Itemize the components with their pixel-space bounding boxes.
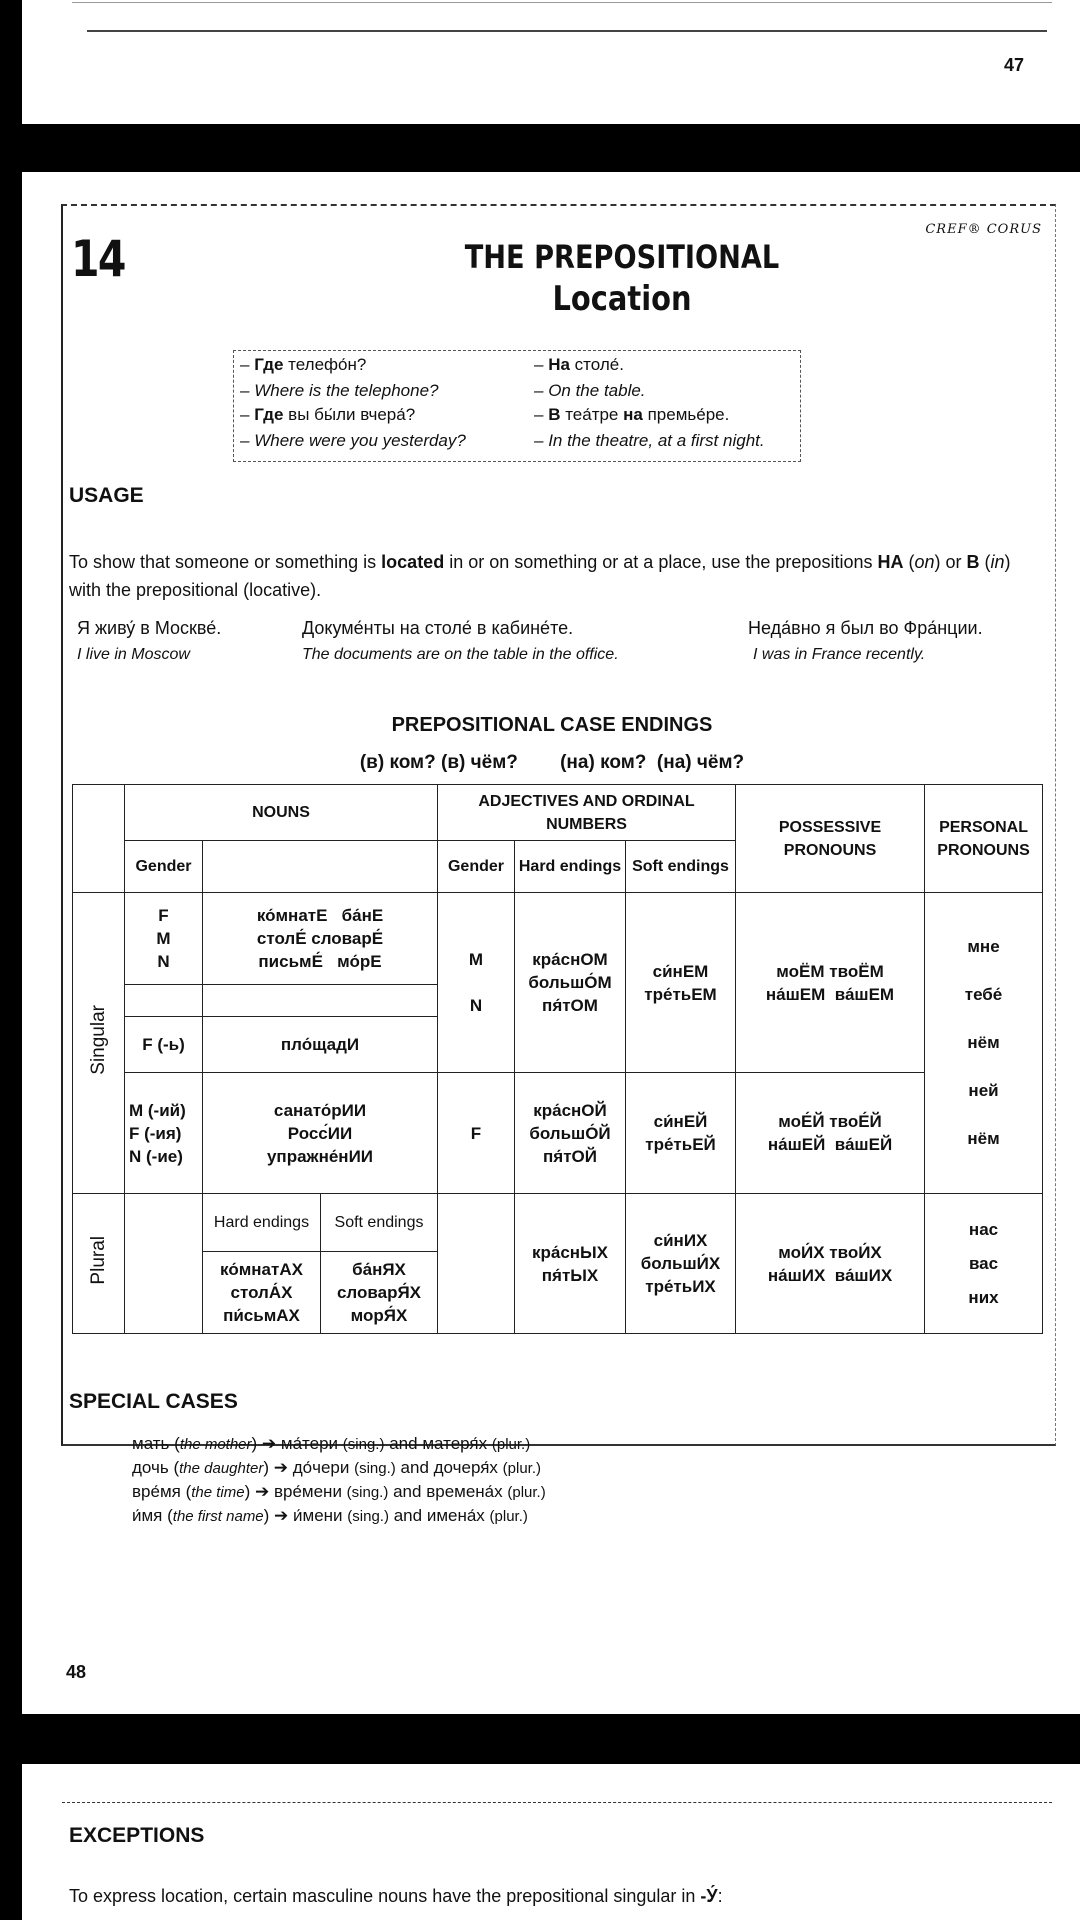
singular-label-cell — [73, 893, 125, 1194]
blank-cell — [125, 985, 203, 1017]
possessive-header: POSSESSIVE PRONOUNS — [736, 785, 925, 893]
page-47 — [22, 0, 1080, 124]
sing-ii-adj-gender: F — [438, 1073, 515, 1194]
gender-header: Gender — [438, 841, 515, 893]
special-case-row: и́мя (the first name) ➔ и́мени (sing.) and имена́х (plur.) — [132, 1506, 528, 1525]
dialogue-line: – Где вы бы́ли вчера́? — [240, 405, 416, 424]
blank-cell — [125, 1194, 203, 1334]
plural-nouns-soft: ба́нЯХ словарЯ́Х морЯ́Х — [321, 1252, 438, 1334]
dialogue-translation: – On the table. — [534, 381, 646, 400]
sing-personal: мне тебе́ нём ней нём — [925, 893, 1043, 1194]
example-en: I was in France recently. — [753, 646, 926, 663]
table-subtitle: (в) ком? (в) чём? (на) ком? (на) чём? — [359, 752, 745, 773]
sing-adj-hard: кра́снОМ большО́М пя́тОМ — [515, 893, 626, 1073]
plural-adj-soft: си́нИХ большИ́Х тре́тьИХ — [626, 1194, 736, 1334]
arrow-icon: ➔ — [274, 1506, 289, 1525]
chapter-title: THE PREPOSITIONAL — [464, 238, 780, 276]
arrow-icon: ➔ — [261, 1434, 277, 1453]
page-number: 47 — [1004, 55, 1025, 75]
sing-ii-nouns: санато́рИИ Росс́ИИ упражне́нИИ — [203, 1073, 438, 1194]
dialogue-line: – В теа́тре на премье́ре. — [534, 405, 730, 424]
case-endings-table — [72, 784, 1043, 1334]
blank-header — [203, 841, 438, 893]
special-case-row: мать (the mother) ➔ ма́тери (sing.) and матеря́х (plur.) — [132, 1434, 531, 1453]
page-48 — [22, 172, 1080, 1714]
sing-adj-gender: M N — [438, 893, 515, 1073]
special-case-row: вре́мя (the time) ➔ вре́мени (sing.) and времена́х (plur.) — [132, 1482, 546, 1501]
plural-personal: нас вас них — [925, 1194, 1043, 1334]
plural-hard-header: Hard endings — [203, 1194, 321, 1252]
dialogue-line: – Где телефо́н? — [240, 355, 367, 374]
arrow-icon: ➔ — [254, 1482, 270, 1501]
dialogue-translation: – In the theatre, at a first night. — [534, 431, 765, 450]
sing-ii-genders: M (-ий) F (-ия) N (-ие) — [125, 1073, 203, 1194]
sing-ii-adj-soft: си́нЕЙ тре́тьЕЙ — [626, 1073, 736, 1194]
sing-possessive: моЁМ твоЁМ на́шЕМ ва́шЕМ — [736, 893, 925, 1073]
dialogue-line: – На столе́. — [534, 355, 624, 374]
personal-header: PERSONAL PRONOUNS — [925, 785, 1043, 893]
soft-header: Soft endings — [626, 841, 736, 893]
exceptions-heading: EXCEPTIONS — [69, 1824, 205, 1847]
table-corner — [73, 785, 125, 893]
sing-adj-soft: си́нЕМ тре́тьЕМ — [626, 893, 736, 1073]
blank-cell — [203, 985, 438, 1017]
sing-genders: F M N — [125, 893, 203, 985]
example-en: I live in Moscow — [77, 646, 190, 663]
plural-soft-header: Soft endings — [321, 1194, 438, 1252]
blank-cell — [438, 1194, 515, 1334]
example-en: The documents are on the table in the office. — [302, 646, 619, 663]
arrow-icon: ➔ — [273, 1458, 288, 1477]
sing-soft-gender: F (-ь) — [125, 1017, 203, 1073]
special-case-row: дочь (the daughter) ➔ до́чери (sing.) and дочеря́х (plur.) — [132, 1458, 541, 1477]
sing-soft-noun: пло́щадИ — [203, 1017, 438, 1073]
usage-text: To show that someone or something is located in or on something or at a place, use the prepositions НА (on) or В (in) with the prepositional (locative). — [69, 552, 1011, 600]
gender-header: Gender — [125, 841, 203, 893]
page-number: 48 — [66, 1662, 87, 1682]
plural-nouns-hard: ко́мнатАХ столА́Х пи́сьмАХ — [203, 1252, 321, 1334]
adjectives-header: ADJECTIVES AND ORDINAL NUMBERS — [438, 785, 736, 841]
chapter-number: 14 — [71, 230, 125, 288]
page-49 — [22, 1764, 1080, 1920]
sing-ii-possessive: моЕ́Й твоЕ́Й на́шЕЙ ва́шЕЙ — [736, 1073, 925, 1194]
sing-ii-adj-hard: кра́снОЙ большО́Й пя́тОЙ — [515, 1073, 626, 1194]
publisher-logo: CREF® CORUS — [925, 222, 1042, 237]
divider — [87, 30, 1047, 32]
sing-nouns: ко́мнатЕ ба́нЕ столЕ́ словарЕ́ письмЕ́ мо́рЕ — [203, 893, 438, 985]
example-ru: Я живу́ в Москве́. — [77, 618, 222, 638]
exceptions-text: To express location, certain masculine nouns have the prepositional singular in -У́: — [69, 1886, 723, 1906]
dialogue-box — [233, 350, 801, 462]
chapter-subtitle: Location — [552, 279, 692, 319]
plural-possessive: моИ́Х твоИ́Х на́шИХ ва́шИХ — [736, 1194, 925, 1334]
plural-adj-hard: кра́снЫХ пя́тЫХ — [515, 1194, 626, 1334]
dialogue-translation: – Where is the telephone? — [240, 381, 439, 400]
example-ru: Докуме́нты на столе́ в кабине́те. — [302, 618, 574, 638]
plural-label: Plural — [88, 1236, 109, 1285]
hard-header: Hard endings — [515, 841, 626, 893]
divider — [62, 1802, 1052, 1803]
plural-label-cell — [73, 1194, 125, 1334]
table-title: PREPOSITIONAL CASE ENDINGS — [391, 714, 713, 736]
example-ru: Неда́вно я был во Фра́нции. — [748, 618, 983, 638]
dialogue-translation: – Where were you yesterday? — [240, 431, 466, 450]
divider — [72, 2, 1052, 3]
singular-label: Singular — [88, 1005, 109, 1075]
nouns-header: NOUNS — [125, 785, 438, 841]
special-cases-heading: SPECIAL CASES — [69, 1390, 238, 1413]
usage-heading: USAGE — [69, 484, 144, 507]
